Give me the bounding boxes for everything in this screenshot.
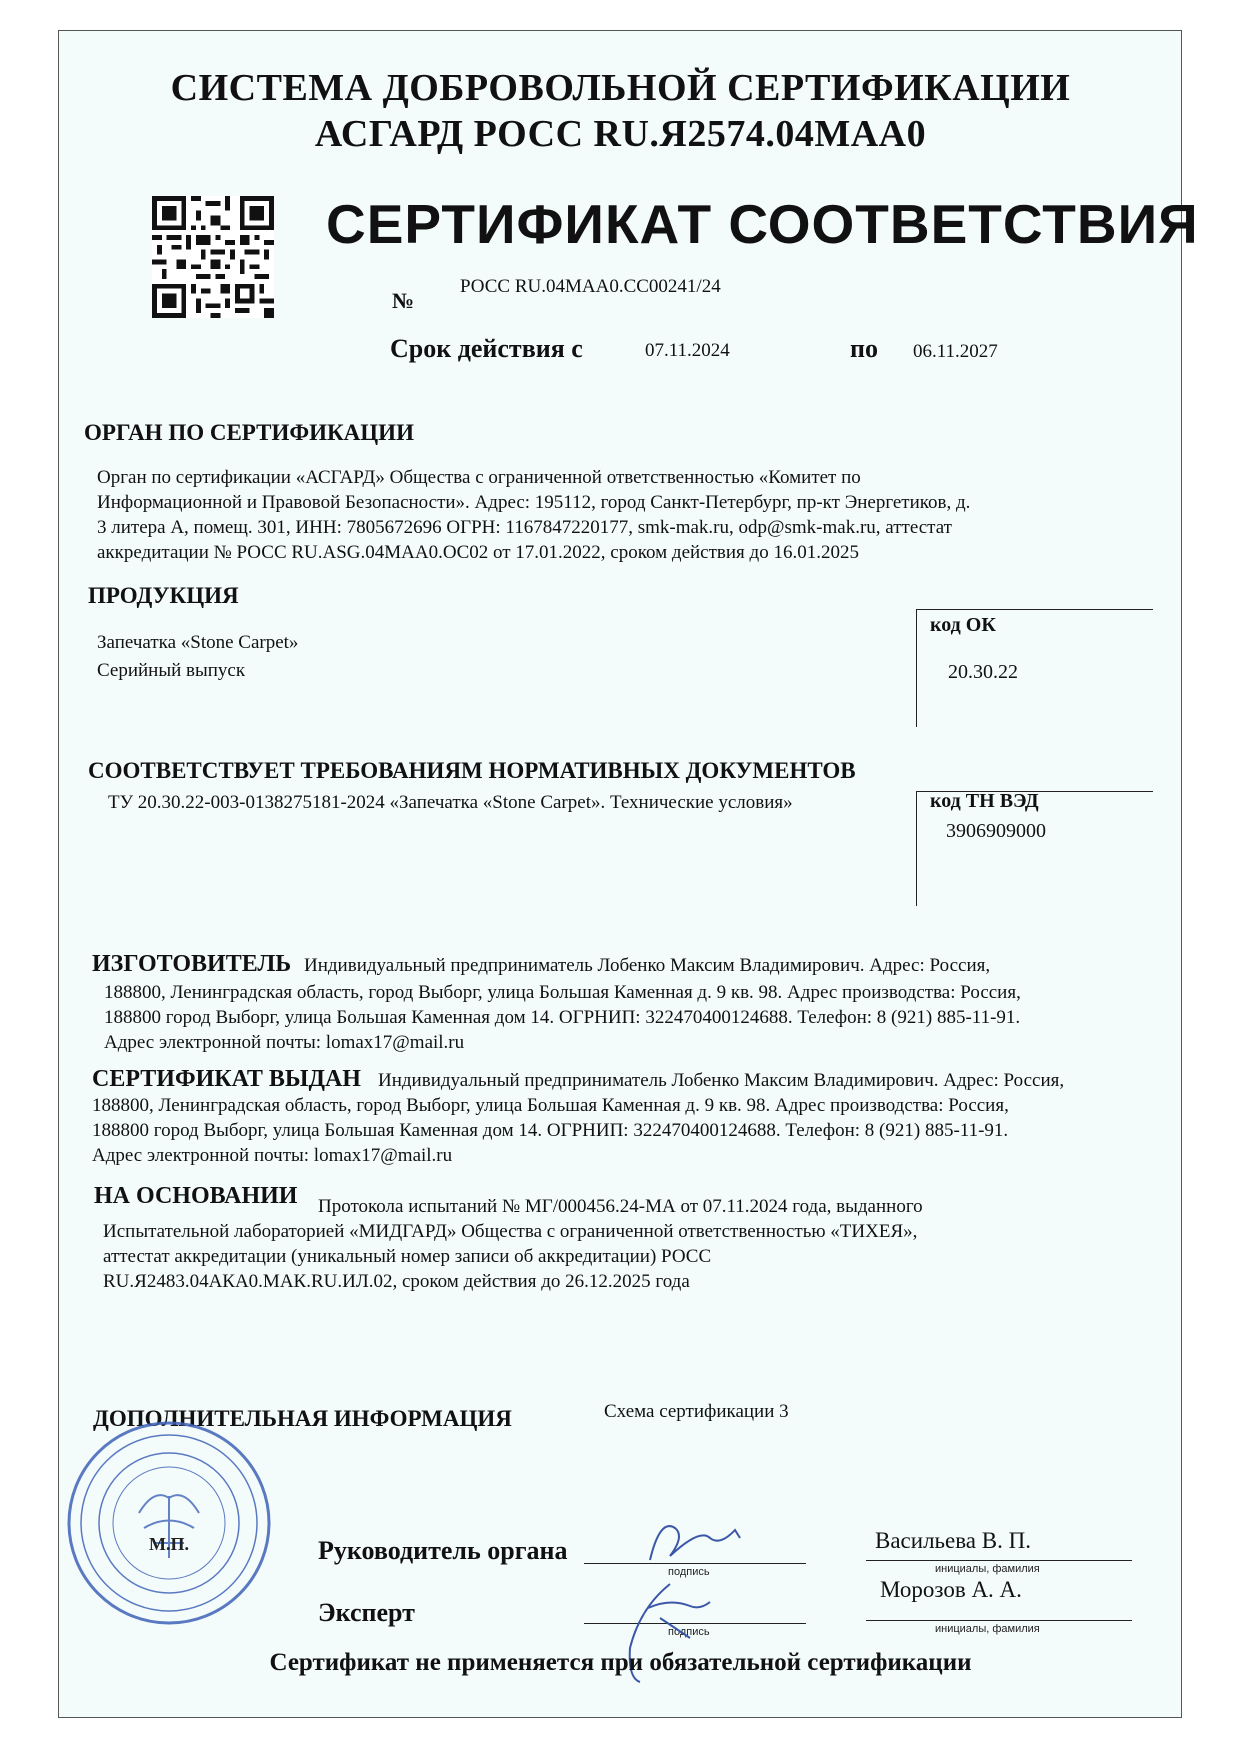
manufacturer-line: Индивидуальный предприниматель Лобенко Максим Владимирович. Адрес: Россия, bbox=[304, 955, 991, 976]
product-heading: ПРОДУКЦИЯ bbox=[88, 583, 239, 608]
manufacturer-line: 188800, Ленинградская область, город Выборг, улица Большая Каменная д. 9 кв. 98. Адрес производства: Россия, bbox=[104, 982, 1021, 1003]
head-name-caption: инициалы, фамилия bbox=[935, 1563, 1040, 1575]
issued-line: Индивидуальный предприниматель Лобенко Максим Владимирович. Адрес: Россия, bbox=[378, 1070, 1065, 1091]
qr-code bbox=[152, 196, 274, 318]
expert-label: Эксперт bbox=[318, 1598, 415, 1627]
issued-line: 188800, Ленинградская область, город Выборг, улица Большая Каменная д. 9 кв. 98. Адрес производства: Россия, bbox=[92, 1095, 1009, 1116]
head-signature-caption: подпись bbox=[668, 1566, 710, 1578]
manufacturer-line: 188800 город Выборг, улица Большая Каменная дом 14. ОГРНИП: 322470400124688. Телефон: 8 (921) 885-11-91. bbox=[104, 1007, 1021, 1028]
basis-line: аттестат аккредитации (уникальный номер записи об аккредитации) РОСС bbox=[103, 1246, 712, 1267]
organ-line: 3 литера А, помещ. 301, ИНН: 7805672696 ОГРН: 1167847220177, smk-mak.ru, odp@smk-mak.ru, аттестат bbox=[97, 517, 952, 538]
organ-details bbox=[97, 465, 1097, 565]
validity-label: Срок действия с bbox=[390, 334, 583, 363]
valid-to-label: по bbox=[850, 334, 878, 363]
expert-name: Морозов А. А. bbox=[880, 1577, 1022, 1602]
system-title-line2: АСГАРД РОСС RU.Я2574.04МАА0 bbox=[314, 113, 927, 155]
footer-note: Сертификат не применяется при обязательной сертификации bbox=[269, 1649, 972, 1676]
head-signature bbox=[640, 1508, 750, 1568]
issued-heading: СЕРТИФИКАТ ВЫДАН bbox=[92, 1066, 361, 1092]
organ-line: Информационной и Правовой Безопасности». Адрес: 195112, город Санкт-Петербург, пр-кт Энергетиков, д. bbox=[97, 492, 971, 513]
tnved-code-label: код ТН ВЭД bbox=[930, 790, 1039, 812]
expert-signature-caption: подпись bbox=[668, 1626, 710, 1638]
expert-name-line bbox=[866, 1620, 1132, 1621]
issued-email: Адрес электронной почты: lomax17@mail.ru bbox=[92, 1145, 453, 1166]
organ-line: аккредитации № РОСС RU.ASG.04MAA0.OC02 от 17.01.2022, сроком действия до 16.01.2025 bbox=[97, 542, 859, 563]
valid-to-date: 06.11.2027 bbox=[913, 341, 998, 362]
basis-line: RU.Я2483.04АКА0.МАК.RU.ИЛ.02, сроком действия до 26.12.2025 года bbox=[103, 1271, 690, 1292]
head-name: Васильева В. П. bbox=[875, 1528, 1031, 1553]
manufacturer-email: Адрес электронной почты: lomax17@mail.ru bbox=[104, 1032, 465, 1053]
manufacturer-heading: ИЗГОТОВИТЕЛЬ bbox=[92, 951, 292, 977]
standards-text: ТУ 20.30.22-003-0138275181-2024 «Запечатка «Stone Carpet». Технические условия» bbox=[108, 792, 793, 813]
product-name: Запечатка «Stone Carpet» bbox=[97, 632, 299, 653]
system-title-line1: СИСТЕМА ДОБРОВОЛЬНОЙ СЕРТИФИКАЦИИ bbox=[170, 67, 1071, 109]
seal-stamp bbox=[64, 1418, 274, 1628]
basis-line: Испытательной лабораторией «МИДГАРД» Общества с ограниченной ответственностью «ТИХЕЯ», bbox=[103, 1221, 918, 1242]
ok-code-label: код ОК bbox=[930, 614, 996, 636]
additional-heading: ДОПОЛНИТЕЛЬНАЯ ИНФОРМАЦИЯ bbox=[93, 1406, 512, 1431]
organ-line: Орган по сертификации «АСГАРД» Общества с ограниченной ответственностью «Комитет по bbox=[97, 467, 861, 488]
head-label: Руководитель органа bbox=[318, 1536, 568, 1565]
product-series: Серийный выпуск bbox=[97, 660, 246, 681]
stamp-mark: М.П. bbox=[149, 1534, 189, 1554]
ok-code-value: 20.30.22 bbox=[948, 661, 1018, 683]
certificate-number: РОСС RU.04МАА0.СС00241/24 bbox=[460, 276, 721, 297]
basis-heading: НА ОСНОВАНИИ bbox=[94, 1183, 298, 1209]
valid-from-date: 07.11.2024 bbox=[645, 340, 730, 361]
standards-heading: СООТВЕТСТВУЕТ ТРЕБОВАНИЯМ НОРМАТИВНЫХ ДОКУМЕНТОВ bbox=[88, 758, 856, 783]
organ-heading: ОРГАН ПО СЕРТИФИКАЦИИ bbox=[84, 420, 414, 445]
certificate-title: СЕРТИФИКАТ СООТВЕТСТВИЯ bbox=[326, 193, 1199, 255]
head-name-line bbox=[866, 1560, 1132, 1561]
expert-name-caption: инициалы, фамилия bbox=[935, 1623, 1040, 1635]
certification-scheme: Схема сертификации 3 bbox=[604, 1401, 789, 1422]
basis-line: Протокола испытаний № МГ/000456.24-МА от 07.11.2024 года, выданного bbox=[318, 1196, 923, 1217]
tnved-code-value: 3906909000 bbox=[946, 820, 1046, 842]
number-label: № bbox=[392, 288, 415, 313]
issued-line: 188800 город Выборг, улица Большая Каменная дом 14. ОГРНИП: 322470400124688. Телефон: 8 (921) 885-11-91. bbox=[92, 1120, 1009, 1141]
